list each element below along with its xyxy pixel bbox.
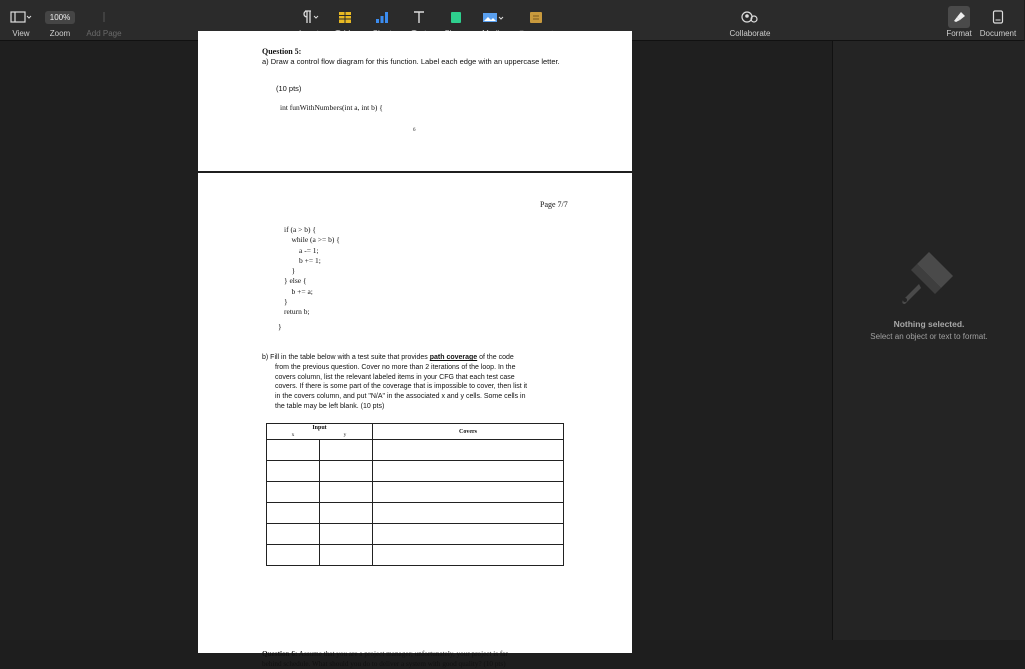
question-5b-line: covers. If there is some part of the coverage that is impossible to cover, then list it	[275, 383, 528, 391]
covers-cell[interactable]	[373, 482, 564, 503]
comment-icon	[529, 6, 543, 28]
x-header: x	[291, 432, 295, 438]
y-header: y	[343, 432, 347, 438]
question-6-line: Assume that you are a project manager; unfortunately, your project is far	[298, 650, 508, 658]
document-canvas[interactable]	[0, 41, 832, 668]
document-icon	[992, 6, 1004, 28]
nothing-selected-subtitle: Select an object or text to format.	[870, 332, 988, 341]
covers-cell[interactable]	[373, 524, 564, 545]
document-page[interactable]	[198, 173, 632, 668]
code-line: b += a;	[284, 286, 313, 296]
question-5b-line: in the covers column, and put "N/A" in the associated x and y cells. Some cells in	[275, 393, 526, 401]
code-line: } else {	[284, 276, 307, 286]
y-cell[interactable]	[320, 524, 373, 545]
x-cell[interactable]	[267, 482, 320, 503]
view-button[interactable]	[6, 0, 36, 40]
code-line: return b;	[284, 307, 310, 317]
table-header-row	[267, 424, 564, 440]
code-line: a -= 1;	[284, 245, 319, 255]
input-header: Input	[312, 425, 327, 431]
nothing-selected-title: Nothing selected.	[893, 319, 965, 329]
covers-cell[interactable]	[373, 440, 564, 461]
zoom-control[interactable]	[42, 0, 78, 40]
code-line: }	[284, 266, 296, 276]
function-closing-brace: }	[278, 322, 282, 331]
media-icon	[482, 6, 504, 28]
document-button[interactable]	[978, 0, 1018, 40]
code-line: b += 1;	[284, 255, 321, 265]
sidebar-view-icon	[10, 6, 32, 28]
y-cell[interactable]	[320, 482, 373, 503]
path-coverage-link: path coverage	[429, 354, 478, 361]
x-cell[interactable]	[267, 503, 320, 524]
question-5-title: Question 5:	[262, 47, 302, 56]
collaborate-button[interactable]	[724, 0, 776, 40]
code-block	[284, 225, 340, 318]
covers-cell[interactable]	[373, 545, 564, 566]
chart-icon	[375, 6, 389, 28]
function-signature: int funWithNumbers(int a, int b) {	[280, 103, 383, 112]
format-button[interactable]	[942, 0, 976, 40]
paragraph-icon	[298, 6, 320, 28]
code-line: if (a > b) {	[284, 225, 316, 234]
paintbrush-icon	[895, 246, 959, 315]
x-cell[interactable]	[267, 524, 320, 545]
question-6-title: Question 6:	[262, 650, 298, 658]
table-icon	[338, 6, 352, 28]
page-number: Page 7/7	[540, 200, 568, 209]
collaborate-icon	[741, 6, 759, 28]
zoom-label: Zoom	[49, 29, 71, 38]
input-header-cell	[267, 424, 373, 440]
x-cell[interactable]	[267, 440, 320, 461]
code-line: }	[284, 297, 288, 307]
code-line: while (a >= b) {	[284, 235, 340, 245]
zoom-value[interactable]: 100%	[45, 11, 75, 24]
question-6-line: behind schedule. What should you do to deliver a system with good quality? (10 pts)	[262, 660, 506, 668]
question-5b-line: b) Fill in the table below with a test suite that provides	[262, 354, 428, 361]
question-5b-line: from the previous question. Cover no more than 2 iterations of the loop. In the	[275, 363, 516, 371]
add-page-label: Add Page	[86, 29, 122, 38]
table-row[interactable]	[267, 524, 564, 545]
covers-cell[interactable]	[373, 461, 564, 482]
question-5b-line: covers column, list the relevant labeled items in your CFG that each test case	[275, 373, 515, 381]
shape-icon	[449, 6, 463, 28]
y-cell[interactable]	[320, 461, 373, 482]
question-5b-line: the table may be left blank. (10 pts)	[275, 402, 385, 410]
y-cell[interactable]	[320, 503, 373, 524]
page-number-mark: 6	[413, 128, 416, 133]
question-5a-text: a) Draw a control flow diagram for this function. Label each edge with an uppercase letter.	[262, 57, 560, 66]
test-suite-table[interactable]	[266, 423, 564, 566]
y-cell[interactable]	[320, 545, 373, 566]
x-cell[interactable]	[267, 545, 320, 566]
y-cell[interactable]	[320, 440, 373, 461]
document-label: Document	[979, 29, 1017, 38]
document-page[interactable]	[198, 31, 632, 171]
add-page-icon	[99, 6, 109, 28]
question-5b-text	[262, 353, 582, 412]
covers-header: Covers	[373, 424, 564, 440]
question-5a-points: (10 pts)	[276, 84, 302, 93]
table-row[interactable]	[267, 482, 564, 503]
text-icon	[412, 6, 426, 28]
table-row[interactable]	[267, 461, 564, 482]
format-brush-icon	[948, 6, 970, 28]
table-row[interactable]	[267, 503, 564, 524]
format-label: Format	[946, 29, 972, 38]
question-6-text	[262, 649, 582, 669]
view-label: View	[12, 29, 30, 38]
table-row[interactable]	[267, 440, 564, 461]
format-sidebar	[832, 41, 1025, 640]
add-page-button[interactable]	[84, 0, 124, 40]
x-cell[interactable]	[267, 461, 320, 482]
table-row[interactable]	[267, 545, 564, 566]
covers-cell[interactable]	[373, 503, 564, 524]
question-5b-line: of the code	[479, 354, 514, 361]
collaborate-label: Collaborate	[729, 29, 771, 38]
